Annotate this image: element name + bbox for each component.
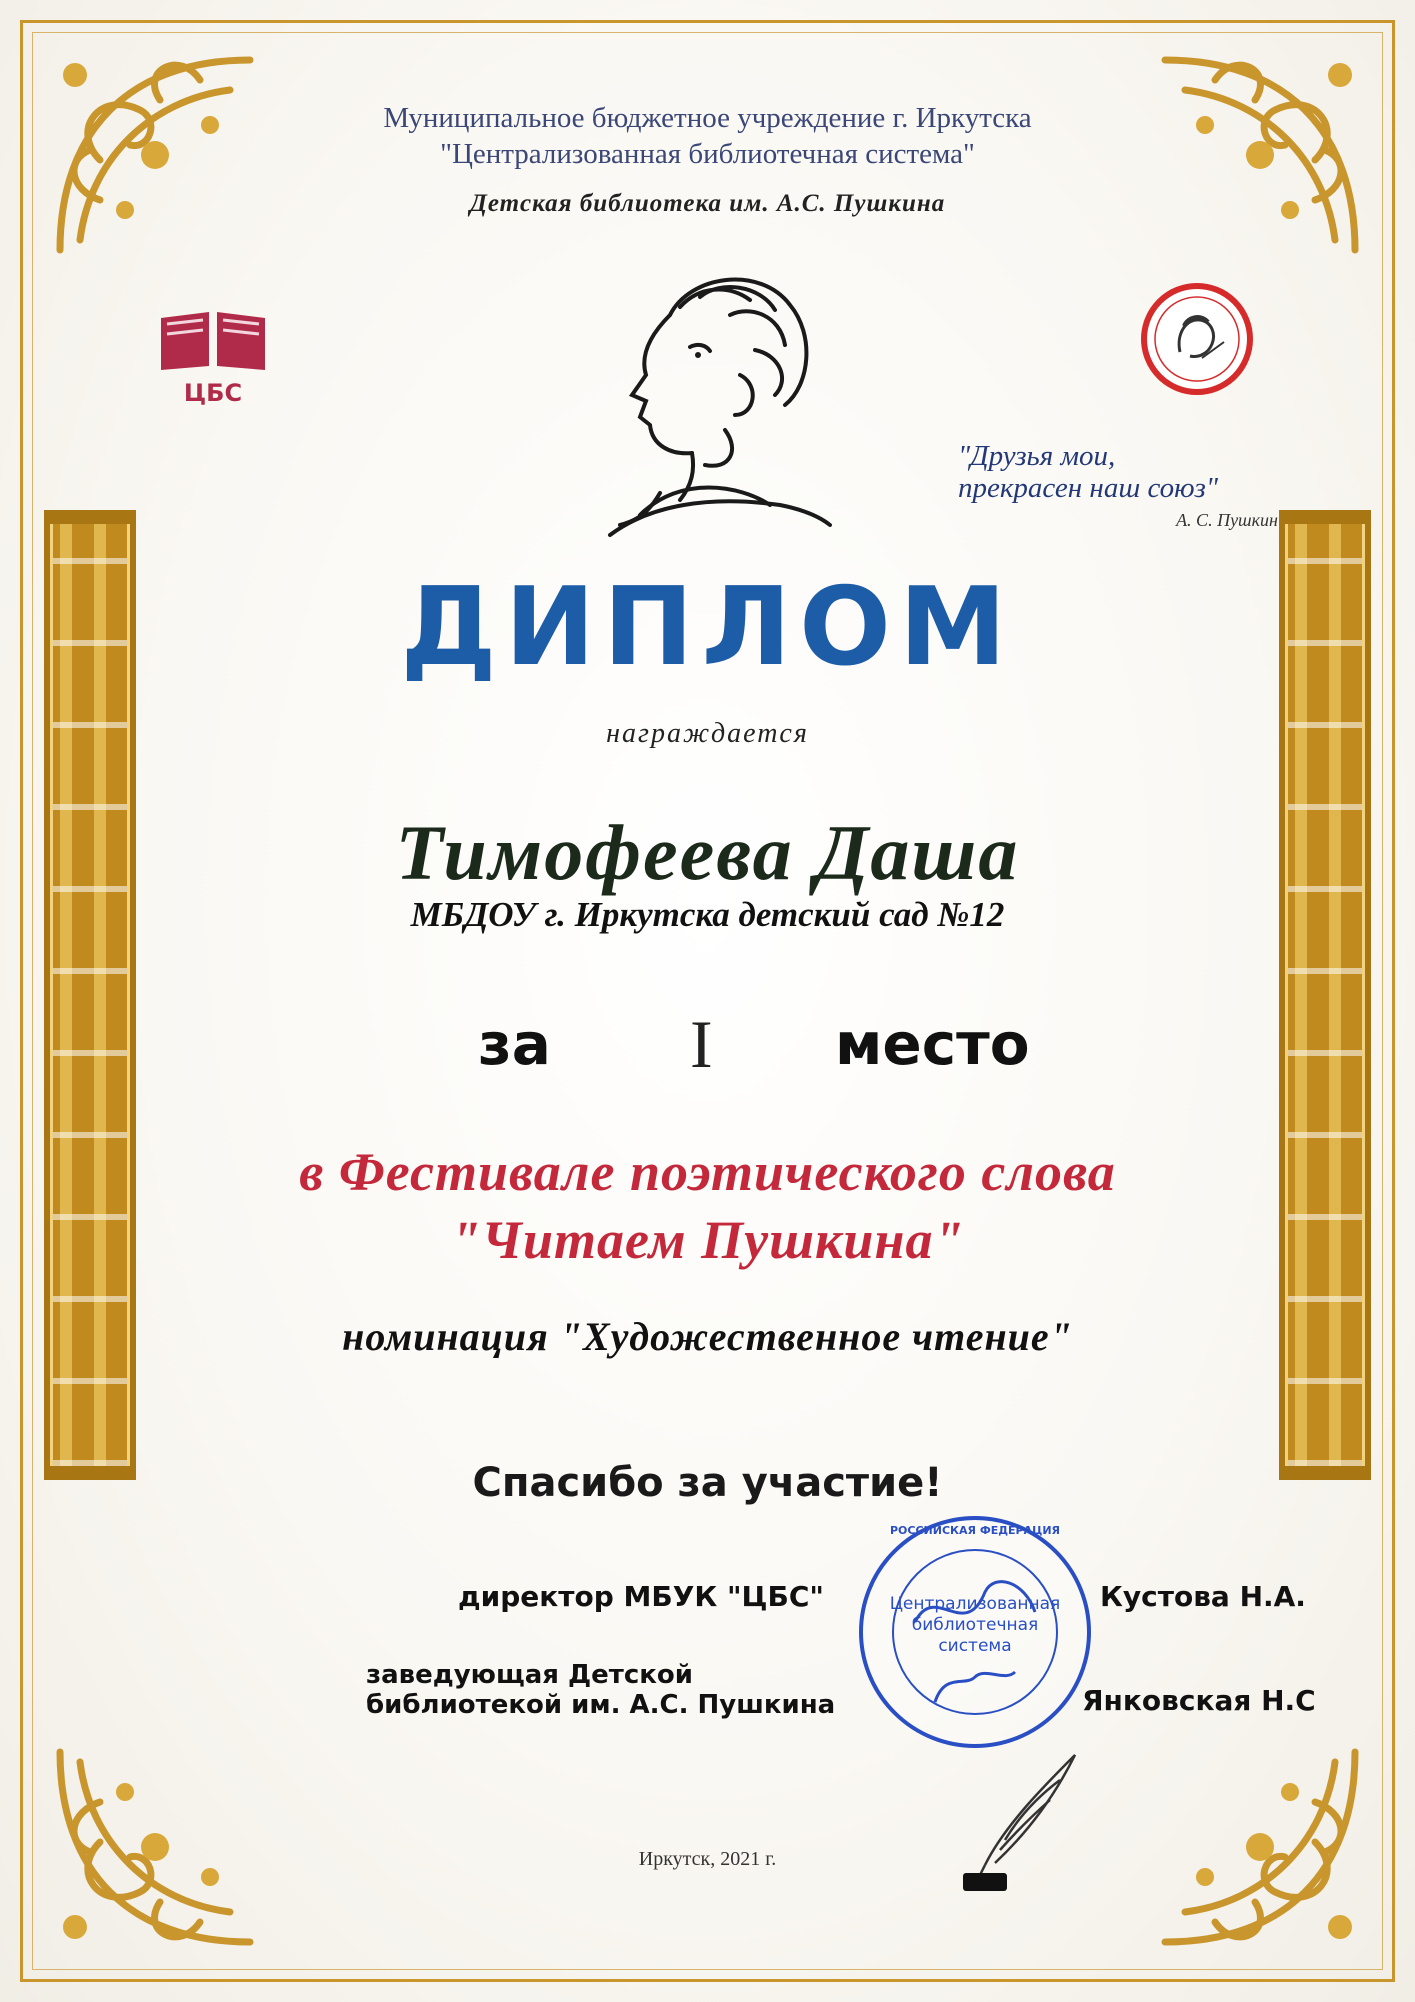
book-icon bbox=[153, 308, 273, 372]
recipient-organization: МБДОУ г. Иркутска детский сад №12 bbox=[410, 895, 1005, 934]
stamp-center-line-3: система bbox=[938, 1636, 1012, 1656]
nomination: номинация "Художественное чтение" bbox=[342, 1314, 1073, 1359]
head-librarian-role-line-1: заведующая Детской bbox=[366, 1660, 693, 1690]
diploma-title: ДИПЛОМ bbox=[400, 565, 1015, 690]
awarded-label: награждается bbox=[606, 718, 809, 749]
place-prefix: за bbox=[478, 1010, 551, 1078]
library-name: Детская библиотека им. А.С. Пушкина bbox=[469, 190, 946, 217]
corner-ornament-bottom-left bbox=[40, 1732, 270, 1962]
cbs-logo-label: ЦБС bbox=[183, 379, 243, 407]
head-librarian-name: Янковская Н.С bbox=[1082, 1684, 1316, 1717]
quill-inkwell-icon bbox=[945, 1745, 1095, 1895]
corner-ornament-bottom-right bbox=[1145, 1732, 1375, 1962]
cbs-logo bbox=[148, 308, 278, 408]
organization-line-2: "Централизованная библиотечная система" bbox=[440, 138, 975, 170]
festival-line-1: в Фестивале поэтического слова bbox=[299, 1142, 1116, 1202]
quote-author: А. С. Пушкин bbox=[1176, 510, 1278, 530]
festival-line-2: "Читаем Пушкина" bbox=[450, 1210, 965, 1270]
stamp-center-line-1: Централизованная bbox=[889, 1594, 1061, 1614]
stamp-center-text bbox=[855, 1594, 1095, 1657]
quote-line-2: прекрасен наш союз" bbox=[958, 472, 1219, 504]
place-suffix: место bbox=[835, 1010, 1030, 1078]
recipient-name: Тимофеева Даша bbox=[395, 809, 1020, 896]
stamp-center-line-2: библиотечная bbox=[911, 1615, 1039, 1635]
organization-header bbox=[0, 100, 1415, 172]
pushkin-round-emblem-icon bbox=[1140, 282, 1254, 396]
organization-line-1: Муниципальное бюджетное учреждение г. Иркутска bbox=[383, 102, 1032, 134]
director-name: Кустова Н.А. bbox=[1100, 1580, 1306, 1613]
head-librarian-role bbox=[366, 1660, 835, 1720]
thanks-message: Спасибо за участие! bbox=[472, 1460, 943, 1506]
stamp-top-text: РОССИЙСКАЯ ФЕДЕРАЦИЯ bbox=[889, 1524, 1061, 1537]
left-band-cap-top bbox=[44, 510, 136, 524]
director-role: директор МБУК "ЦБС" bbox=[458, 1580, 824, 1613]
city-year: Иркутск, 2021 г. bbox=[638, 1848, 777, 1870]
place-rank: I bbox=[690, 1006, 713, 1082]
pushkin-portrait-icon bbox=[580, 255, 840, 555]
right-band-cap-top bbox=[1279, 510, 1371, 524]
quote-line-1: "Друзья мои, bbox=[958, 440, 1116, 472]
pushkin-quote bbox=[958, 440, 1288, 536]
official-stamp bbox=[855, 1512, 1095, 1752]
head-librarian-role-line-2: библиотекой им. А.С. Пушкина bbox=[366, 1690, 836, 1720]
festival-name bbox=[0, 1138, 1415, 1274]
